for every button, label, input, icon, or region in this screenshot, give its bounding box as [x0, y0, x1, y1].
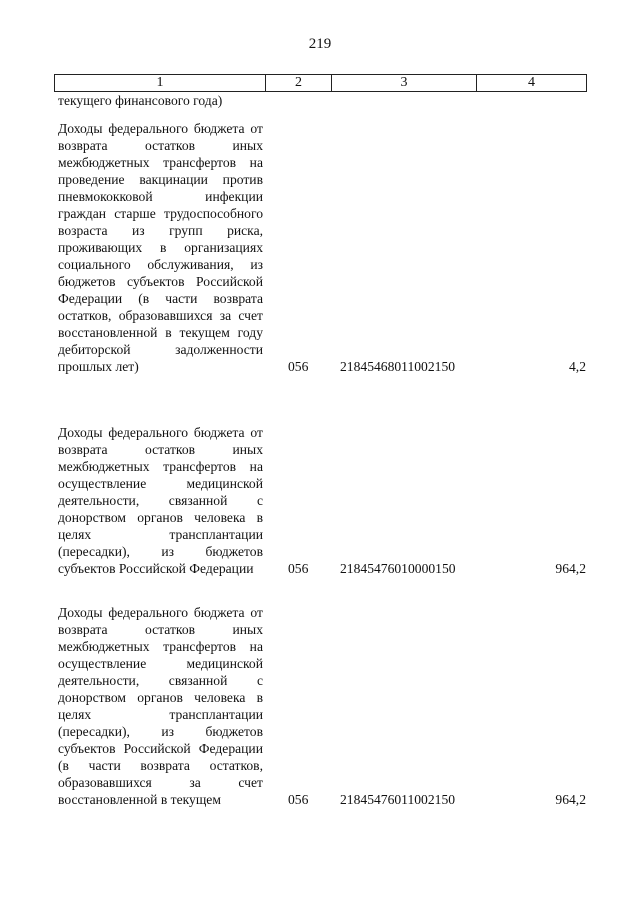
row-kbk: 21845468011002150 [340, 359, 456, 374]
row-description: Доходы федерального бюджета от возврата остатков иных межбюджетных трансфертов на проведение вакцинации против пневмококковой инфекции граждан старше трудоспособного возраста из групп риска, проживающих в организациях социального обслуживания, из бюджетов субъектов Российской Федерации (в части возврата остатков, образовавшихся за счет восстановленной в текущем году дебиторской задолженности прошлых лет) [58, 121, 263, 374]
row-kbk: 21845476011002150 [340, 792, 456, 807]
row-amount: 964,2 [555, 561, 586, 576]
table-row [58, 424, 586, 577]
row-admin-code: 056 [288, 359, 309, 374]
column-header-4: 4 [477, 75, 587, 92]
continuation-text: текущего финансового года) [58, 93, 223, 108]
column-header-2: 2 [266, 75, 332, 92]
column-header-1: 1 [55, 75, 266, 92]
table-row [58, 120, 586, 375]
table-row [58, 604, 586, 808]
row-admin-code: 056 [288, 561, 309, 576]
row-kbk: 21845476010000150 [340, 561, 456, 576]
column-header-3: 3 [332, 75, 477, 92]
column-header-row [54, 74, 587, 92]
row-amount: 4,2 [569, 359, 586, 374]
row-admin-code: 056 [288, 792, 309, 807]
row-description: Доходы федерального бюджета от возврата остатков иных межбюджетных трансфертов на осуществление медицинской деятельности, связанной с донорством органов человека в целях трансплантации (пересадки), из бюджетов субъектов Российской Федерации (в части возврата остатков, образовавшихся за счет восстановленной в текущем [58, 605, 263, 807]
row-description: Доходы федерального бюджета от возврата остатков иных межбюджетных трансфертов на осуществление медицинской деятельности, связанной с донорством органов человека в целях трансплантации (пересадки), из бюджетов субъектов Российской Федерации [58, 425, 263, 576]
row-amount: 964,2 [555, 792, 586, 807]
page-number: 219 [308, 36, 332, 52]
